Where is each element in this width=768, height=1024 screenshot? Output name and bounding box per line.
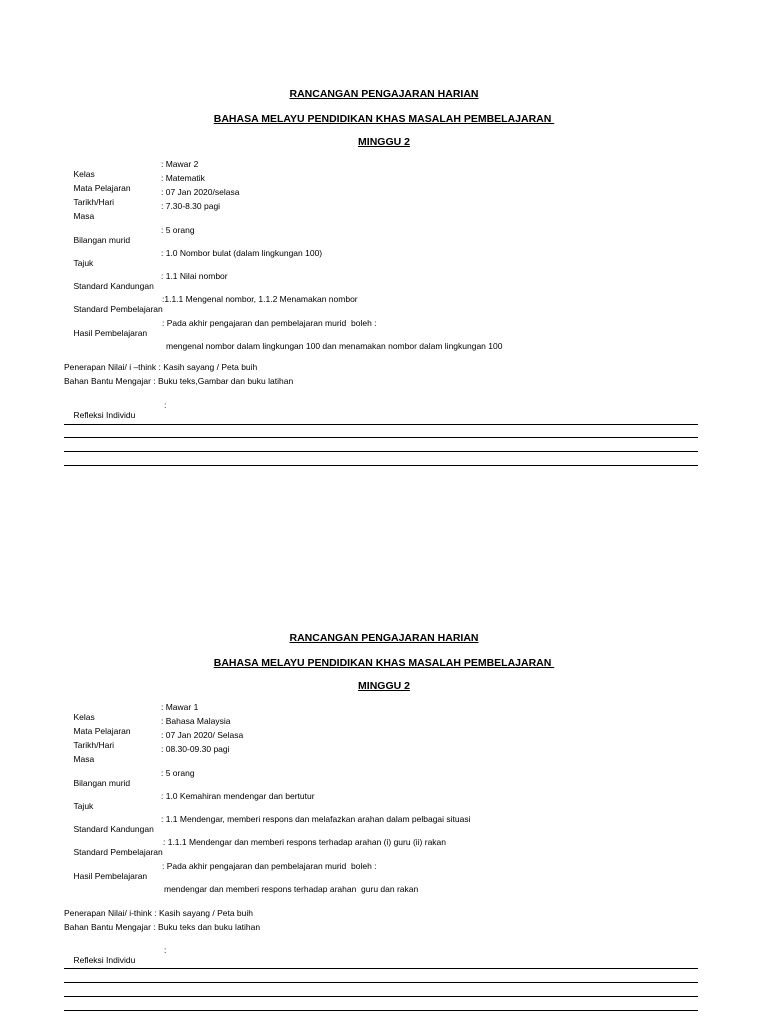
field-value: : 07 Jan 2020/ Selasa <box>161 730 244 740</box>
bahan-bantu-mengajar: Bahan Bantu Mengajar : Buku teks dan buku latihan <box>64 922 261 932</box>
field-value: : Matematik <box>161 173 205 183</box>
document-title: RANCANGAN PENGAJARAN HARIAN <box>289 88 479 100</box>
field-value: : Pada akhir pengajaran dan pembelajaran murid boleh : <box>162 861 377 871</box>
field-label: Kelas <box>73 169 95 179</box>
reflection-line <box>64 968 698 969</box>
field-label: Standard Pembelajaran <box>73 304 163 314</box>
field-value: : Bahasa Malaysia <box>161 716 231 726</box>
hasil-detail: mengenal nombor dalam lingkungan 100 dan menamakan nombor dalam lingkungan 100 <box>166 341 503 351</box>
field-label: Mata Pelajaran <box>73 726 131 736</box>
field-label: Tajuk <box>73 801 94 811</box>
reflection-line <box>64 424 698 425</box>
field-value: : 7.30-8.30 pagi <box>161 201 221 211</box>
field-label: Refleksi Individu <box>73 410 136 420</box>
field-label: Mata Pelajaran <box>73 183 131 193</box>
subject-title: BAHASA MELAYU PENDIDIKAN KHAS MASALAH PEMBELAJARAN <box>213 657 555 669</box>
penerapan-nilai: Penerapan Nilai/ i –think : Kasih sayang / Peta buih <box>64 362 258 372</box>
reflection-line <box>64 982 698 983</box>
field-value: : 1.0 Nombor bulat (dalam lingkungan 100) <box>161 248 323 258</box>
hasil-detail: mendengar dan memberi respons terhadap arahan guru dan rakan <box>164 884 419 894</box>
document-title: RANCANGAN PENGAJARAN HARIAN <box>289 632 479 644</box>
field-value: : <box>164 945 167 955</box>
field-label: Standard Pembelajaran <box>73 847 163 857</box>
field-value: : <box>164 400 167 410</box>
field-label: Standard Kandungan <box>73 281 154 291</box>
field-label: Hasil Pembelajaran <box>73 328 148 338</box>
field-value: : 1.0 Kemahiran mendengar dan bertutur <box>161 791 315 801</box>
field-label: Refleksi Individu <box>73 955 136 965</box>
week-title: MINGGU 2 <box>358 680 410 692</box>
subject-title: BAHASA MELAYU PENDIDIKAN KHAS MASALAH PEMBELAJARAN <box>213 113 555 125</box>
field-value: : 5 orang <box>161 768 195 778</box>
field-value: : 1.1.1 Mendengar dan memberi respons terhadap arahan (i) guru (ii) rakan <box>163 837 447 847</box>
reflection-line <box>64 465 698 466</box>
field-value: :1.1.1 Mengenal nombor, 1.1.2 Menamakan nombor <box>162 294 358 304</box>
reflection-line <box>64 451 698 452</box>
field-label: Masa <box>73 754 95 764</box>
reflection-line <box>64 996 698 997</box>
field-value: : Mawar 1 <box>161 702 199 712</box>
field-label: Kelas <box>73 712 95 722</box>
week-title: MINGGU 2 <box>358 136 410 148</box>
field-value: : Pada akhir pengajaran dan pembelajaran murid boleh : <box>162 318 377 328</box>
field-value: : 08.30-09.30 pagi <box>161 744 230 754</box>
field-value: : Mawar 2 <box>161 159 199 169</box>
field-value: : 5 orang <box>161 225 195 235</box>
reflection-line <box>64 1010 698 1011</box>
field-refleksi <box>64 400 167 440</box>
field-label: Tajuk <box>73 258 94 268</box>
bahan-bantu-mengajar: Bahan Bantu Mengajar : Buku teks,Gambar dan buku latihan <box>64 376 294 386</box>
field-value: : 07 Jan 2020/selasa <box>161 187 240 197</box>
field-label: Bilangan murid <box>73 235 131 245</box>
field-label: Hasil Pembelajaran <box>73 871 148 881</box>
field-label: Tarikh/Hari <box>73 740 115 750</box>
penerapan-nilai: Penerapan Nilai/ i-think : Kasih sayang / Peta buih <box>64 908 254 918</box>
reflection-line <box>64 437 698 438</box>
field-label: Standard Kandungan <box>73 824 154 834</box>
field-value: : 1.1 Mendengar, memberi respons dan melafazkan arahan dalam pelbagai situasi <box>161 814 471 824</box>
field-label: Masa <box>73 211 95 221</box>
field-refleksi <box>64 945 167 985</box>
field-value: : 1.1 Nilai nombor <box>161 271 228 281</box>
field-label: Tarikh/Hari <box>73 197 115 207</box>
field-label: Bilangan murid <box>73 778 131 788</box>
